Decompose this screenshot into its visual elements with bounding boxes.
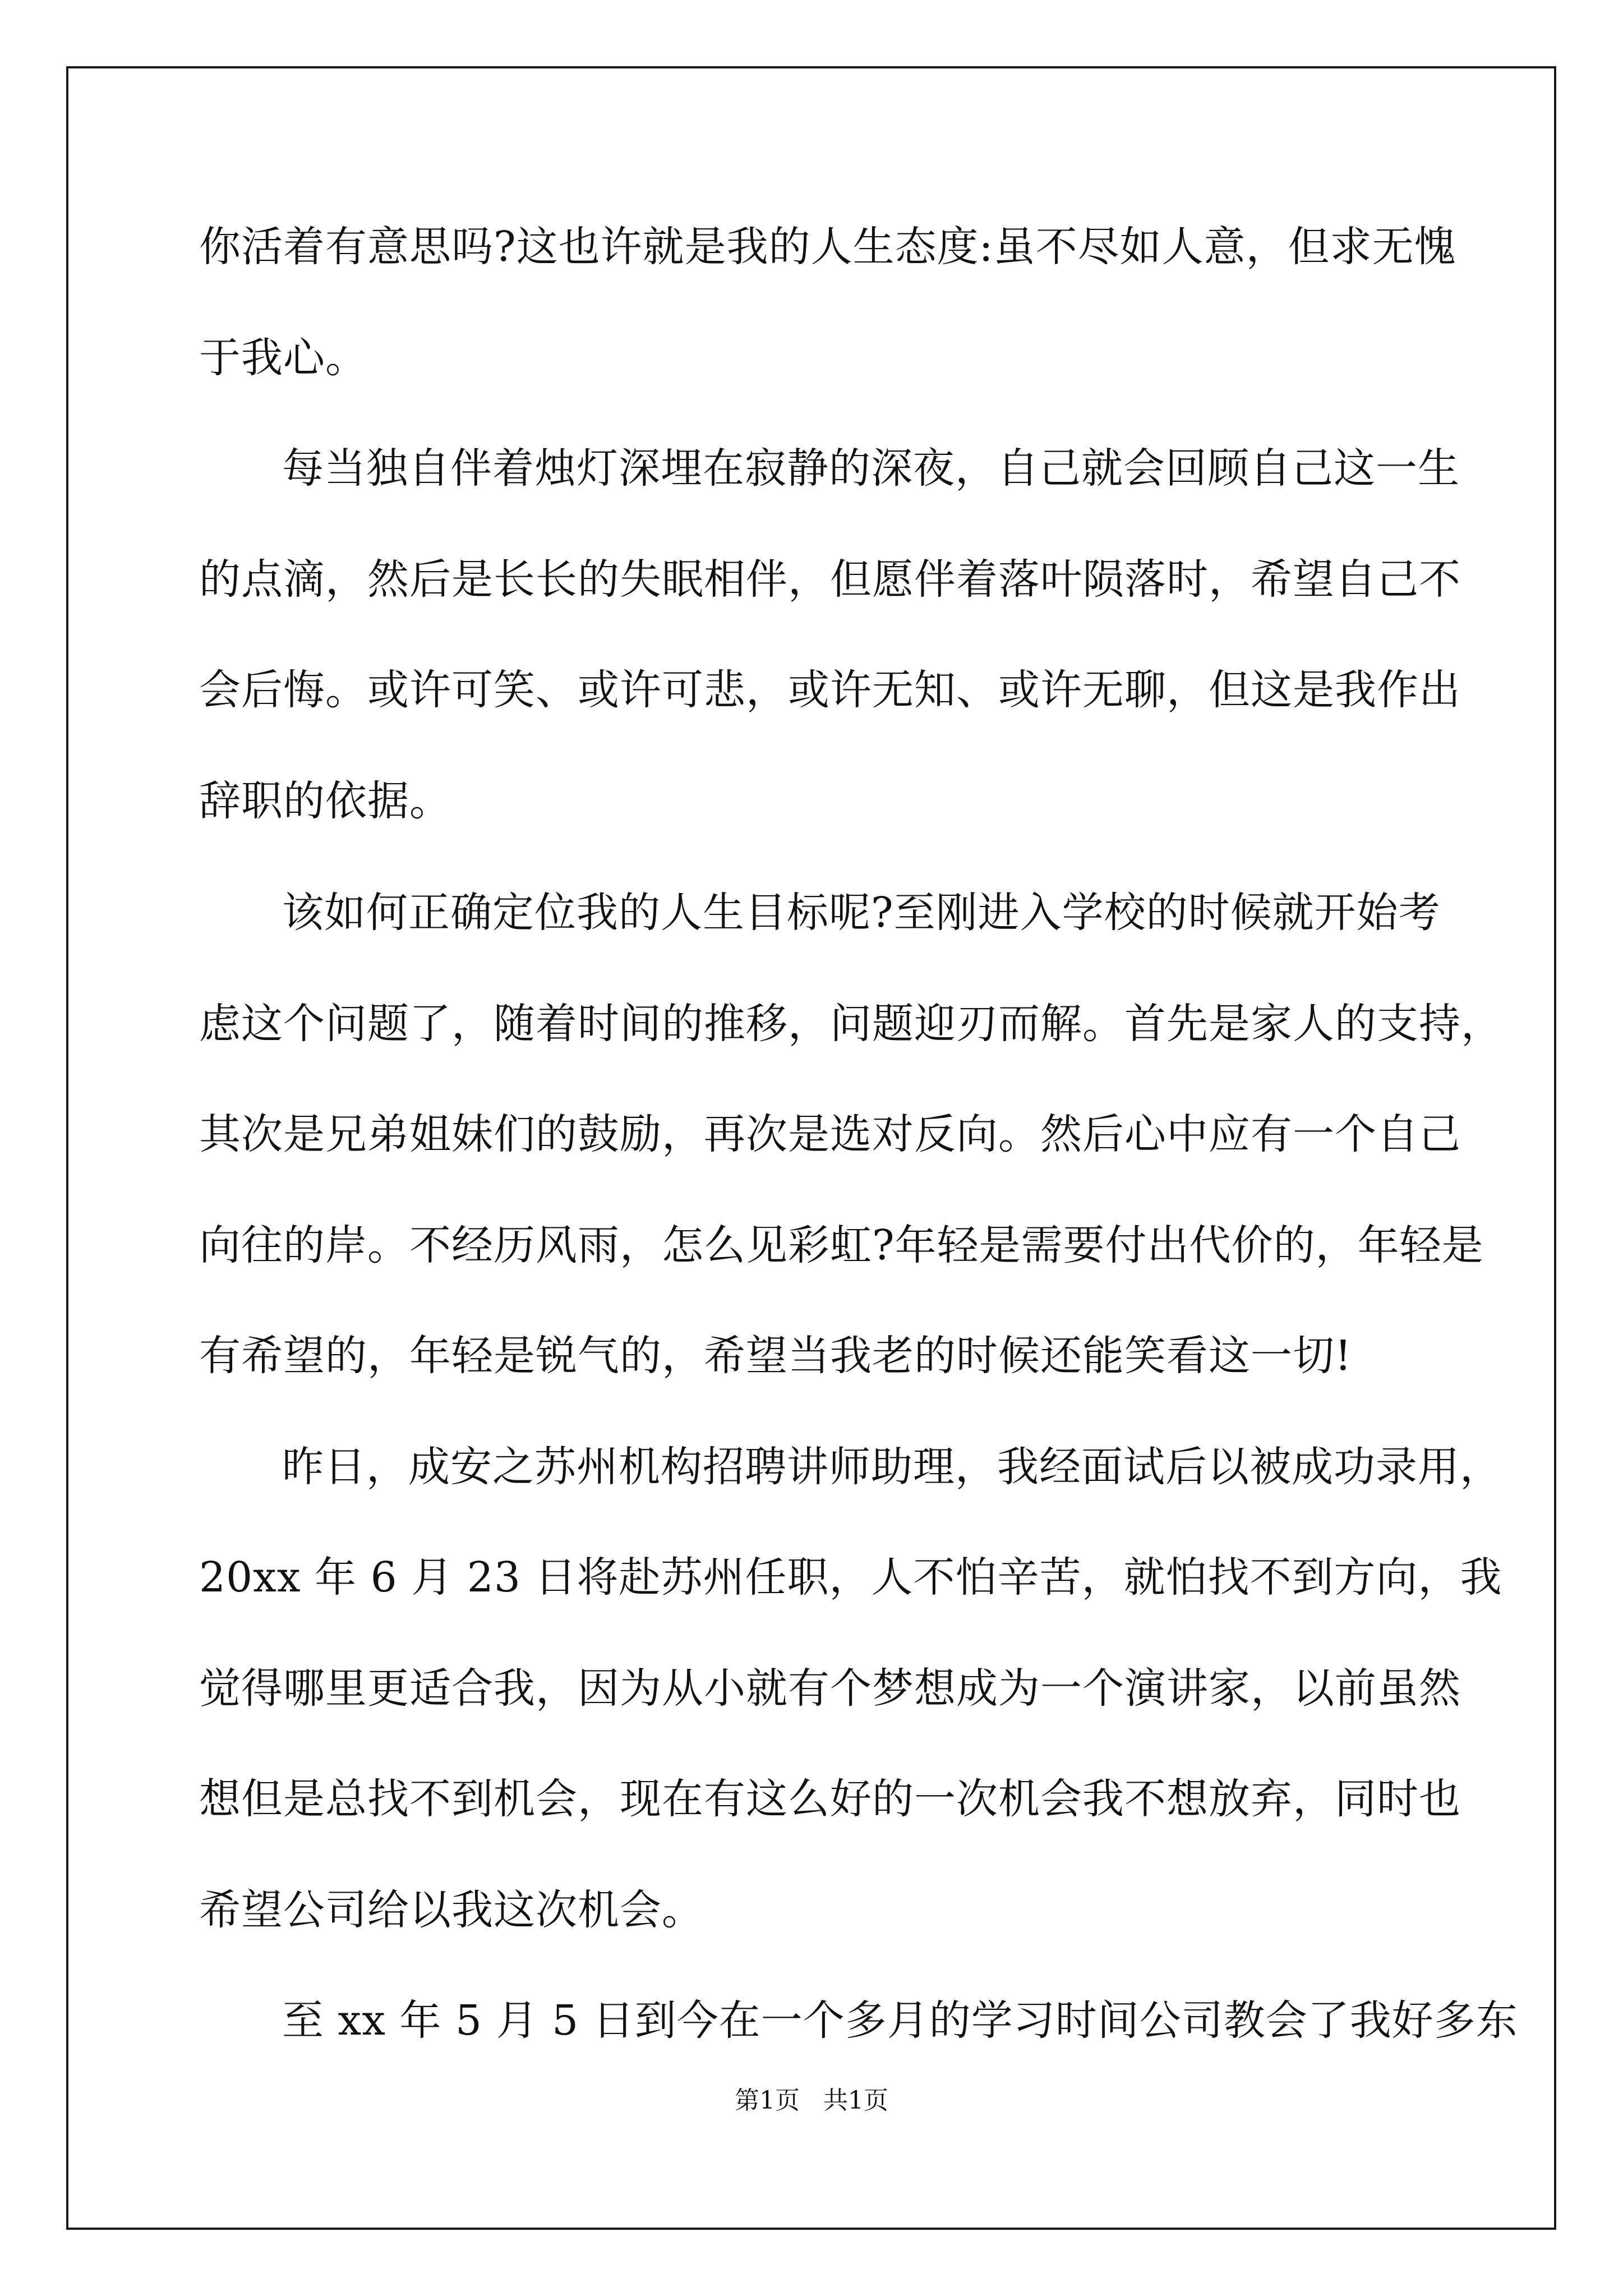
paragraph-first-line: 昨日，成安之苏州机构招聘讲师助理，我经面试后以被成功录用， (282, 1443, 1502, 1491)
page-number-footer: 第1页 共1页 (735, 2086, 888, 2115)
text-line: 于我心。 (199, 334, 367, 382)
paragraph-first-line: 该如何正确定位我的人生目标呢?至刚进入学校的时候就开始考 (282, 889, 1441, 937)
text-line: 想但是总找不到机会，现在有这么好的一次机会我不想放弃，同时也 (199, 1775, 1461, 1823)
text-line: 的点滴，然后是长长的失眠相伴，但愿伴着落叶陨落时，希望自己不 (199, 555, 1461, 604)
text-line: 20xx 年 6 月 23 日将赴苏州任职，人不怕辛苦，就怕找不到方向，我 (199, 1553, 1502, 1602)
text-line: 有希望的，年轻是锐气的，希望当我老的时候还能笑看这一切! (199, 1332, 1352, 1380)
text-line: 辞职的依据。 (199, 777, 451, 825)
text-line: 其次是兄弟姐妹们的鼓励，再次是选对反向。然后心中应有一个自己 (199, 1110, 1461, 1158)
text-line: 觉得哪里更适合我，因为从小就有个梦想成为一个演讲家，以前虽然 (199, 1664, 1461, 1713)
text-line: 你活着有意思吗?这也许就是我的人生态度:虽不尽如人意，但求无愧 (199, 223, 1456, 271)
text-line: 会后悔。或许可笑、或许可悲，或许无知、或许无聊，但这是我作出 (199, 666, 1461, 714)
text-line: 虑这个问题了，随着时间的推移，问题迎刃而解。首先是家人的支持， (199, 1000, 1503, 1048)
paragraph-first-line: 至 xx 年 5 月 5 日到今在一个多月的学习时间公司教会了我好多东 (282, 1996, 1518, 2045)
text-line: 向往的岸。不经历风雨，怎么见彩虹?年轻是需要付出代价的，年轻是 (199, 1221, 1484, 1269)
text-line: 希望公司给以我这次机会。 (199, 1886, 704, 1934)
paragraph-first-line: 每当独自伴着烛灯深埋在寂静的深夜，自己就会回顾自己这一生 (282, 444, 1460, 493)
